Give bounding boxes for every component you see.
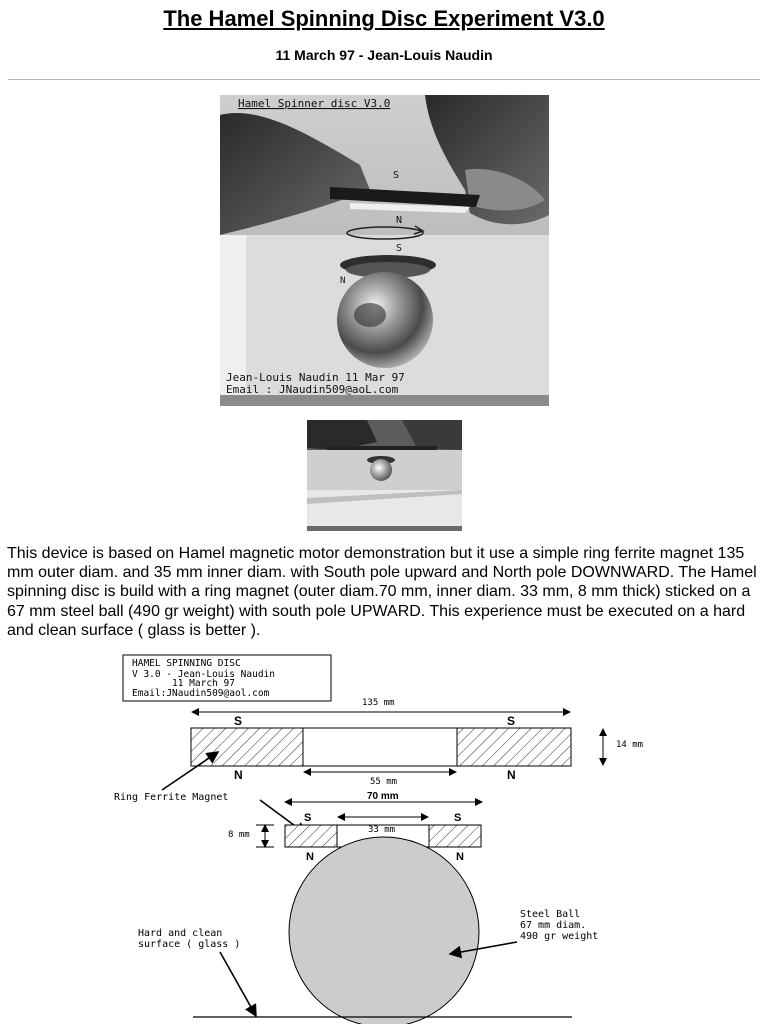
technical-diagram xyxy=(100,650,660,1024)
photo-label-s-lower: S xyxy=(396,243,403,254)
ring-ferrite-label: Ring Ferrite Magnet xyxy=(114,792,229,803)
steel-ball-label-3: 490 gr weight xyxy=(520,931,599,942)
page-subtitle: 11 March 97 - Jean-Louis Naudin xyxy=(275,47,493,63)
dim-33-label: 33 mm xyxy=(368,825,396,835)
small-ring-n-right: N xyxy=(456,851,464,863)
small-ring-n-left: N xyxy=(306,851,314,863)
diagram-title-line2: V 3.0 - Jean-Louis Naudin xyxy=(132,669,275,680)
steel-ball-shape xyxy=(337,272,433,368)
diagram-title-line4: Email:JNaudin509@aol.com xyxy=(132,688,270,699)
photo-caption-top: Hamel Spinner disc V3.0 xyxy=(238,97,391,110)
dim-14-label: 14 mm xyxy=(616,740,644,750)
surface-label-2: surface ( glass ) xyxy=(138,939,241,950)
dim-8-label: 8 mm xyxy=(228,830,250,840)
diagram-title-line3: 11 March 97 xyxy=(172,678,235,689)
photo-caption-name: Jean-Louis Naudin 11 Mar 97 xyxy=(226,371,405,384)
small-ring-s-right: S xyxy=(454,812,462,824)
thumbnail-photo xyxy=(307,420,462,531)
surface-label-1: Hard and clean xyxy=(138,928,223,939)
dim-70-label: 70 mm xyxy=(367,791,399,802)
dim-55-label: 55 mm xyxy=(370,777,398,787)
big-ring-n-left: N xyxy=(234,768,243,782)
description-paragraph: This device is based on Hamel magnetic motor demonstration but it use a simple ring ferrite magnet 135 mm outer diam. and 35 mm inner diam. with South pole upward and North pole DOWNWARD. The Hamel spinning disc is build with a ring magnet (outer diam.70 mm, inner diam. 33 mm, 8 mm thick) sticked on a 67 mm steel ball (490 gr weight) with south pole UPWARD. This experience must be executed on a hard and clean surface ( glass is better ). xyxy=(7,545,757,639)
horizontal-rule xyxy=(8,79,760,80)
big-ring-s-left: S xyxy=(234,714,243,728)
steel-ball-label-1: Steel Ball xyxy=(520,909,581,920)
photo-label-n-ball: N xyxy=(340,276,346,286)
photo-caption-email: Email : JNaudin509@aoL.com xyxy=(226,383,399,396)
big-ring-n-right: N xyxy=(507,768,516,782)
photo-label-s-upper: S xyxy=(393,170,400,181)
small-ring-s-left: S xyxy=(304,812,312,824)
spinner-photo xyxy=(220,95,549,406)
steel-ball-label-2: 67 mm diam. xyxy=(520,920,587,931)
big-ring-s-right: S xyxy=(507,714,516,728)
diagram-title-line1: HAMEL SPINNING DISC xyxy=(132,658,241,669)
steel-ball xyxy=(289,837,479,1024)
dim-135-label: 135 mm xyxy=(362,698,395,708)
photo-label-n: N xyxy=(396,215,403,226)
page-title: The Hamel Spinning Disc Experiment V3.0 xyxy=(163,6,605,31)
